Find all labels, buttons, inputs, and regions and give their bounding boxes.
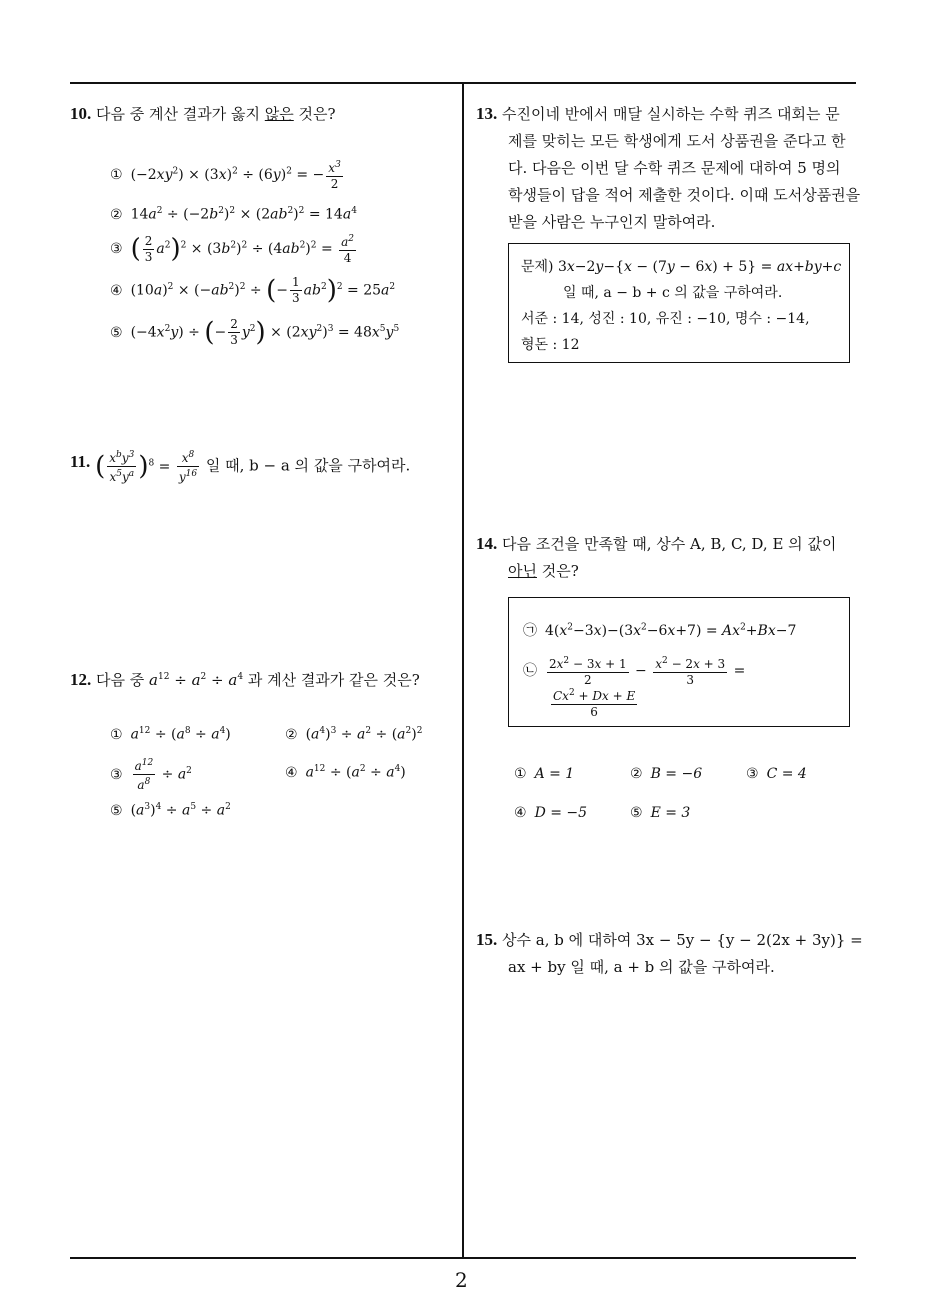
q10-option-5[interactable]: ⑤ $(-4x^2y)$ ÷ (− $\frac{2}{3}$ $y^2) \times (2xy^2)^3 = 48x^5y^5$ [110,317,400,348]
question-number: 13. [476,104,498,123]
column-divider [462,82,464,1258]
question-number: 10. [70,104,92,123]
box-line: 서준 : 14, 성진 : 10, 유진 : −10, 명수 : −14, [521,311,810,327]
box-line: 일 때, a − b + c 의 값을 구하여라. [563,285,783,301]
question-line: 학생들이 답을 적어 제출한 것이다. 이때 도서상품권을 [508,186,861,204]
question-text: 다음 중 계산 결과가 옳지 [96,105,265,123]
q10-option-3[interactable]: ③ ( $\frac{2}{3}$ $a^2)^2 \times (3b^2)^2 \div (4ab^2)^2$ = $\frac{a^2}{4}$ [110,233,355,265]
q10-option-1[interactable]: ① $(-2xy^2) \times (3x)^2 \div (6y)^2$ = − $\frac{x^3}{2}$ [110,160,341,191]
question-text-end: 것은? [536,562,579,580]
question-text: 다음 중 [96,671,150,689]
question-line: 제를 맞히는 모든 학생에게 도서 상품권을 준다고 한 [508,132,846,150]
page-number: 2 [455,1268,468,1292]
q14-option-5[interactable]: ⑤ E = 3 [630,805,691,821]
emphasis-text: 않은 [264,105,294,123]
q10-option-4[interactable]: ④ $(10a)^2 \times (-ab^2)^2$ ÷ (− $\frac{1}{3}$ $ab^2)^2 = 25a^2$ [110,275,396,306]
q12-option-4[interactable]: ④ $a^{12} \div (a^2 \div a^4)$ [285,764,406,781]
question-line: 다. 다음은 이번 달 수학 퀴즈 문제에 대하여 5 명의 [508,159,841,177]
question-line: 수진이네 반에서 매달 실시하는 수학 퀴즈 대회는 문 [502,105,840,123]
q12-option-2[interactable]: ② $(a^4)^3 \div a^2 \div (a^2)^2$ [285,726,423,743]
q14-option-2[interactable]: ② B = −6 [630,766,703,782]
question-text-end: 것은? [293,105,336,123]
question-text: 일 때, b − a 의 값을 구하여라. [205,456,411,475]
condition-mark: ㉡ [523,663,537,679]
q12-option-3[interactable]: ③ $\frac{a^{12}}{a^8}$ ÷ $a^2$ [110,758,192,792]
question-number: 14. [476,534,498,553]
question-14 [476,530,860,585]
question-line: ax + by 일 때, a + b 의 값을 구하여라. [508,958,775,976]
question-11: 11. ( $\frac{x^by^3}{x^5y^a}$ )$^8$ = $\frac{x^8}{y^{16}}$ 일 때, b − a 의 값을 구하여라. [70,450,411,484]
question-text-end: 과 계산 결과가 같은 것은? [243,671,420,689]
question-15 [476,926,863,981]
box-label: 문제) [521,259,554,275]
question-line: 상수 a, b 에 대하여 3x − 5y − {y − 2(2x + 3y)} = [502,931,863,949]
question-10 [70,100,336,128]
emphasis-text: 아닌 [508,562,537,580]
q10-option-2[interactable]: ② $14a^2 \div (-2b^2)^2 \times (2ab^2)^2 = 14a^4$ [110,206,357,223]
condition-mark: ㉠ [523,623,537,639]
question-13 [476,100,860,236]
q14-option-1[interactable]: ① A = 1 [514,766,575,782]
question-number: 15. [476,930,498,949]
question-number: 11. [70,452,91,471]
question-12: 12. 다음 중 $a^{12} \div a^2 \div a^4$ 과 계산 결과가 같은 것은? [70,670,420,689]
q13-problem-box: 문제) 3x−2y−{x − (7y − 6x) + 5} = ax+by+c 일 때, a − b + c 의 값을 구하여라. 서준 : 14, 성진 : 10, 유진 : −10, 명수 : −14, 형돈 : 12 [508,243,850,363]
q14-condition-box: ㉠ $4(x^2-3x)-(3x^2-6x+7) = Ax^2+Bx-7$ ㉡ $\frac{2x^2 - 3x + 1}{2}$ − $\frac{x^2 - 2x + 3}{3}$ = $\frac{Cx^2 + Dx + E}{6}$ [508,597,850,727]
question-number: 12. [70,670,92,689]
box-line: 형돈 : 12 [521,337,580,353]
q12-option-1[interactable]: ① $a^{12} \div (a^8 \div a^4)$ [110,726,231,743]
bottom-rule [70,1257,856,1259]
q14-option-4[interactable]: ④ D = −5 [514,805,588,821]
question-line: 받을 사람은 누구인지 말하여라. [508,213,716,231]
q14-option-3[interactable]: ③ C = 4 [746,766,807,782]
q12-option-5[interactable]: ⑤ $(a^3)^4 \div a^5 \div a^2$ [110,802,231,819]
question-line: 다음 조건을 만족할 때, 상수 A, B, C, D, E 의 값이 [502,535,837,553]
